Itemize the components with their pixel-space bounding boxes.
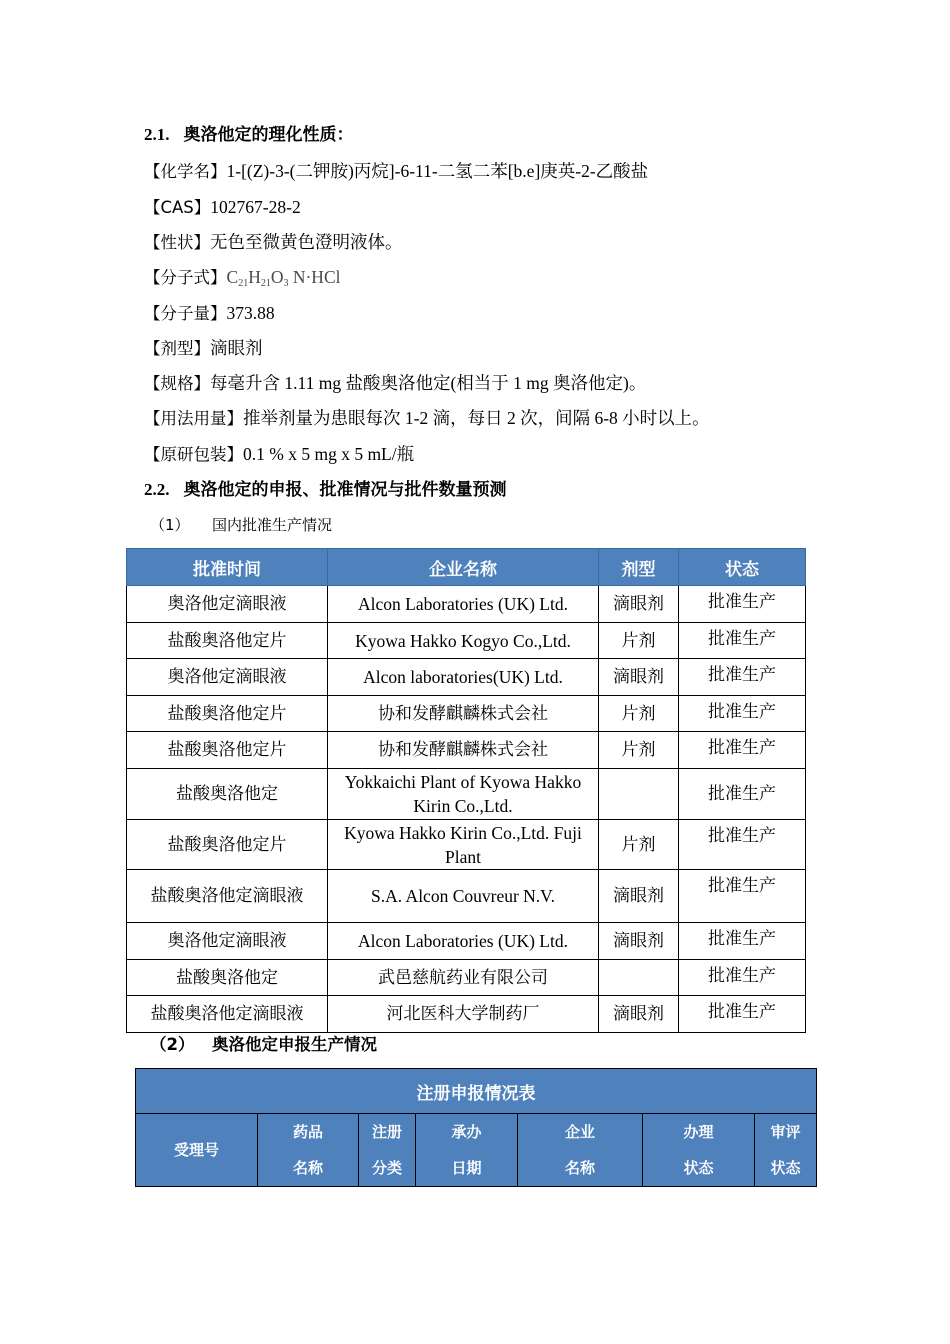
- header-processing-status: 办理 状态: [643, 1114, 755, 1187]
- property-value: 373.88: [226, 303, 275, 323]
- drug-name-cell: 盐酸奥洛他定: [127, 960, 328, 996]
- header-dosage-form: 剂型: [599, 549, 679, 586]
- table-title: 注册申报情况表: [136, 1069, 817, 1114]
- property-formula: [144, 266, 340, 289]
- dosage-form-cell: 滴眼剂: [599, 870, 679, 923]
- subheading-number: （1）: [150, 516, 190, 534]
- header-registration-category: 注册 分类: [359, 1114, 416, 1187]
- header-drug-name: 药品 名称: [258, 1114, 359, 1187]
- property-value: 滴眼剂: [210, 338, 263, 358]
- table-row: [127, 732, 806, 769]
- property-label: 【CAS】: [144, 198, 211, 217]
- property-cas: [144, 196, 301, 219]
- status-cell: 批准生产: [679, 870, 806, 923]
- dosage-form-cell: 滴眼剂: [599, 659, 679, 696]
- company-cell: 武邑慈航药业有限公司: [328, 960, 599, 996]
- status-cell: 批准生产: [679, 996, 806, 1033]
- header-company-name: 企业名称: [328, 549, 599, 586]
- property-label: 【分子量】: [144, 304, 227, 323]
- subheading-1: [150, 514, 332, 536]
- company-cell: 河北医科大学制药厂: [328, 996, 599, 1033]
- property-label: 【原研包装】: [144, 445, 243, 464]
- section-title: 奥洛他定的申报、批准情况与批件数量预测: [183, 480, 507, 500]
- header-approval-time: 批准时间: [127, 549, 328, 586]
- section-number: 2.1.: [144, 125, 170, 144]
- header-review-status: 审评 状态: [755, 1114, 817, 1187]
- property-label: 【性状】: [144, 233, 210, 252]
- property-label: 【化学名】: [144, 162, 227, 181]
- header-handling-date: 承办 日期: [416, 1114, 518, 1187]
- property-label: 【用法用量】: [144, 409, 243, 428]
- dosage-form-cell: 滴眼剂: [599, 923, 679, 960]
- status-cell: 批准生产: [679, 769, 806, 820]
- property-label: 【分子式】: [144, 268, 227, 287]
- header-company-name: 企业 名称: [518, 1114, 643, 1187]
- header-acceptance-number: 受理号: [136, 1114, 258, 1187]
- property-label: 【规格】: [144, 374, 210, 393]
- dosage-form-cell: 片剂: [599, 820, 679, 870]
- section-title: 奥洛他定的理化性质：: [183, 125, 354, 145]
- property-value: 1-[(Z)-3-(二钾胺)丙烷]-6-11-二氢二苯[b.e]庚英-2-乙酸盐: [226, 161, 649, 181]
- subheading-2: [150, 1034, 377, 1056]
- status-cell: 批准生产: [679, 659, 806, 696]
- dosage-form-cell: 片剂: [599, 623, 679, 659]
- table-row: [127, 923, 806, 960]
- molecular-formula: $C_{21}H_{21}O_3$ N·HCl: [226, 267, 341, 289]
- registration-application-table: [135, 1068, 817, 1187]
- drug-name-cell: 盐酸奥洛他定片: [127, 732, 328, 769]
- company-cell: 协和发酵麒麟株式会社: [328, 732, 599, 769]
- company-cell: 协和发酵麒麟株式会社: [328, 696, 599, 732]
- status-cell: 批准生产: [679, 820, 806, 870]
- status-cell: 批准生产: [679, 586, 806, 623]
- table-row: [127, 659, 806, 696]
- property-value: 0.1 % x 5 mg x 5 mL/瓶: [243, 444, 415, 464]
- property-appearance: [144, 231, 403, 254]
- status-cell: 批准生产: [679, 923, 806, 960]
- property-molecular-weight: [144, 302, 275, 325]
- drug-name-cell: 奥洛他定滴眼液: [127, 923, 328, 960]
- dosage-form-cell: [599, 769, 679, 820]
- company-cell: Alcon laboratories(UK) Ltd.: [328, 659, 599, 696]
- status-cell: 批准生产: [679, 732, 806, 769]
- table-title-row: [136, 1069, 817, 1114]
- subheading-number: （2）: [150, 1035, 195, 1054]
- table-row: [127, 996, 806, 1033]
- drug-name-cell: 奥洛他定滴眼液: [127, 659, 328, 696]
- company-cell: Yokkaichi Plant of Kyowa Hakko Kirin Co.,Ltd.: [328, 769, 599, 820]
- property-label: 【剂型】: [144, 339, 210, 358]
- table-row: [127, 623, 806, 659]
- property-value: 102767-28-2: [210, 197, 301, 217]
- property-value: 无色至微黄色澄明液体。: [210, 232, 403, 252]
- dosage-form-cell: 滴眼剂: [599, 586, 679, 623]
- section-heading-2-2: [144, 479, 507, 501]
- company-cell: Alcon Laboratories (UK) Ltd.: [328, 923, 599, 960]
- dosage-form-cell: [599, 960, 679, 996]
- approved-production-table: [126, 548, 806, 1033]
- table-row: [127, 696, 806, 732]
- table-row: [127, 586, 806, 623]
- drug-name-cell: 盐酸奥洛他定滴眼液: [127, 870, 328, 923]
- table-row: [127, 820, 806, 870]
- dosage-form-cell: 片剂: [599, 696, 679, 732]
- subheading-title: 国内批准生产情况: [212, 516, 333, 534]
- header-status: 状态: [679, 549, 806, 586]
- drug-name-cell: 奥洛他定滴眼液: [127, 586, 328, 623]
- drug-name-cell: 盐酸奥洛他定片: [127, 820, 328, 870]
- company-cell: Kyowa Hakko Kogyo Co.,Ltd.: [328, 623, 599, 659]
- status-cell: 批准生产: [679, 960, 806, 996]
- table-row: [127, 960, 806, 996]
- section-heading-2-1: [144, 124, 354, 146]
- dosage-form-cell: 滴眼剂: [599, 996, 679, 1033]
- property-packaging: [144, 443, 414, 466]
- property-specification: [144, 372, 646, 395]
- drug-name-cell: 盐酸奥洛他定片: [127, 623, 328, 659]
- table-row: [127, 870, 806, 923]
- property-usage: [144, 407, 710, 430]
- company-cell: S.A. Alcon Couvreur N.V.: [328, 870, 599, 923]
- status-cell: 批准生产: [679, 696, 806, 732]
- property-chemical-name: [144, 160, 648, 183]
- property-value: 推举剂量为患眼每次 1-2 滴，每日 2 次，间隔 6-8 小时以上。: [243, 408, 710, 428]
- drug-name-cell: 盐酸奥洛他定滴眼液: [127, 996, 328, 1033]
- property-dosage-form: [144, 337, 263, 360]
- status-cell: 批准生产: [679, 623, 806, 659]
- property-value: 每毫升含 1.11 mg 盐酸奥洛他定(相当于 1 mg 奥洛他定)。: [210, 373, 647, 393]
- table-header-row: [127, 549, 806, 586]
- company-cell: Kyowa Hakko Kirin Co.,Ltd. Fuji Plant: [328, 820, 599, 870]
- section-number: 2.2.: [144, 480, 170, 499]
- subheading-title: 奥洛他定申报生产情况: [212, 1035, 377, 1054]
- drug-name-cell: 盐酸奥洛他定片: [127, 696, 328, 732]
- drug-name-cell: 盐酸奥洛他定: [127, 769, 328, 820]
- company-cell: Alcon Laboratories (UK) Ltd.: [328, 586, 599, 623]
- table-header-row: [136, 1114, 817, 1187]
- table-row: [127, 769, 806, 820]
- dosage-form-cell: 片剂: [599, 732, 679, 769]
